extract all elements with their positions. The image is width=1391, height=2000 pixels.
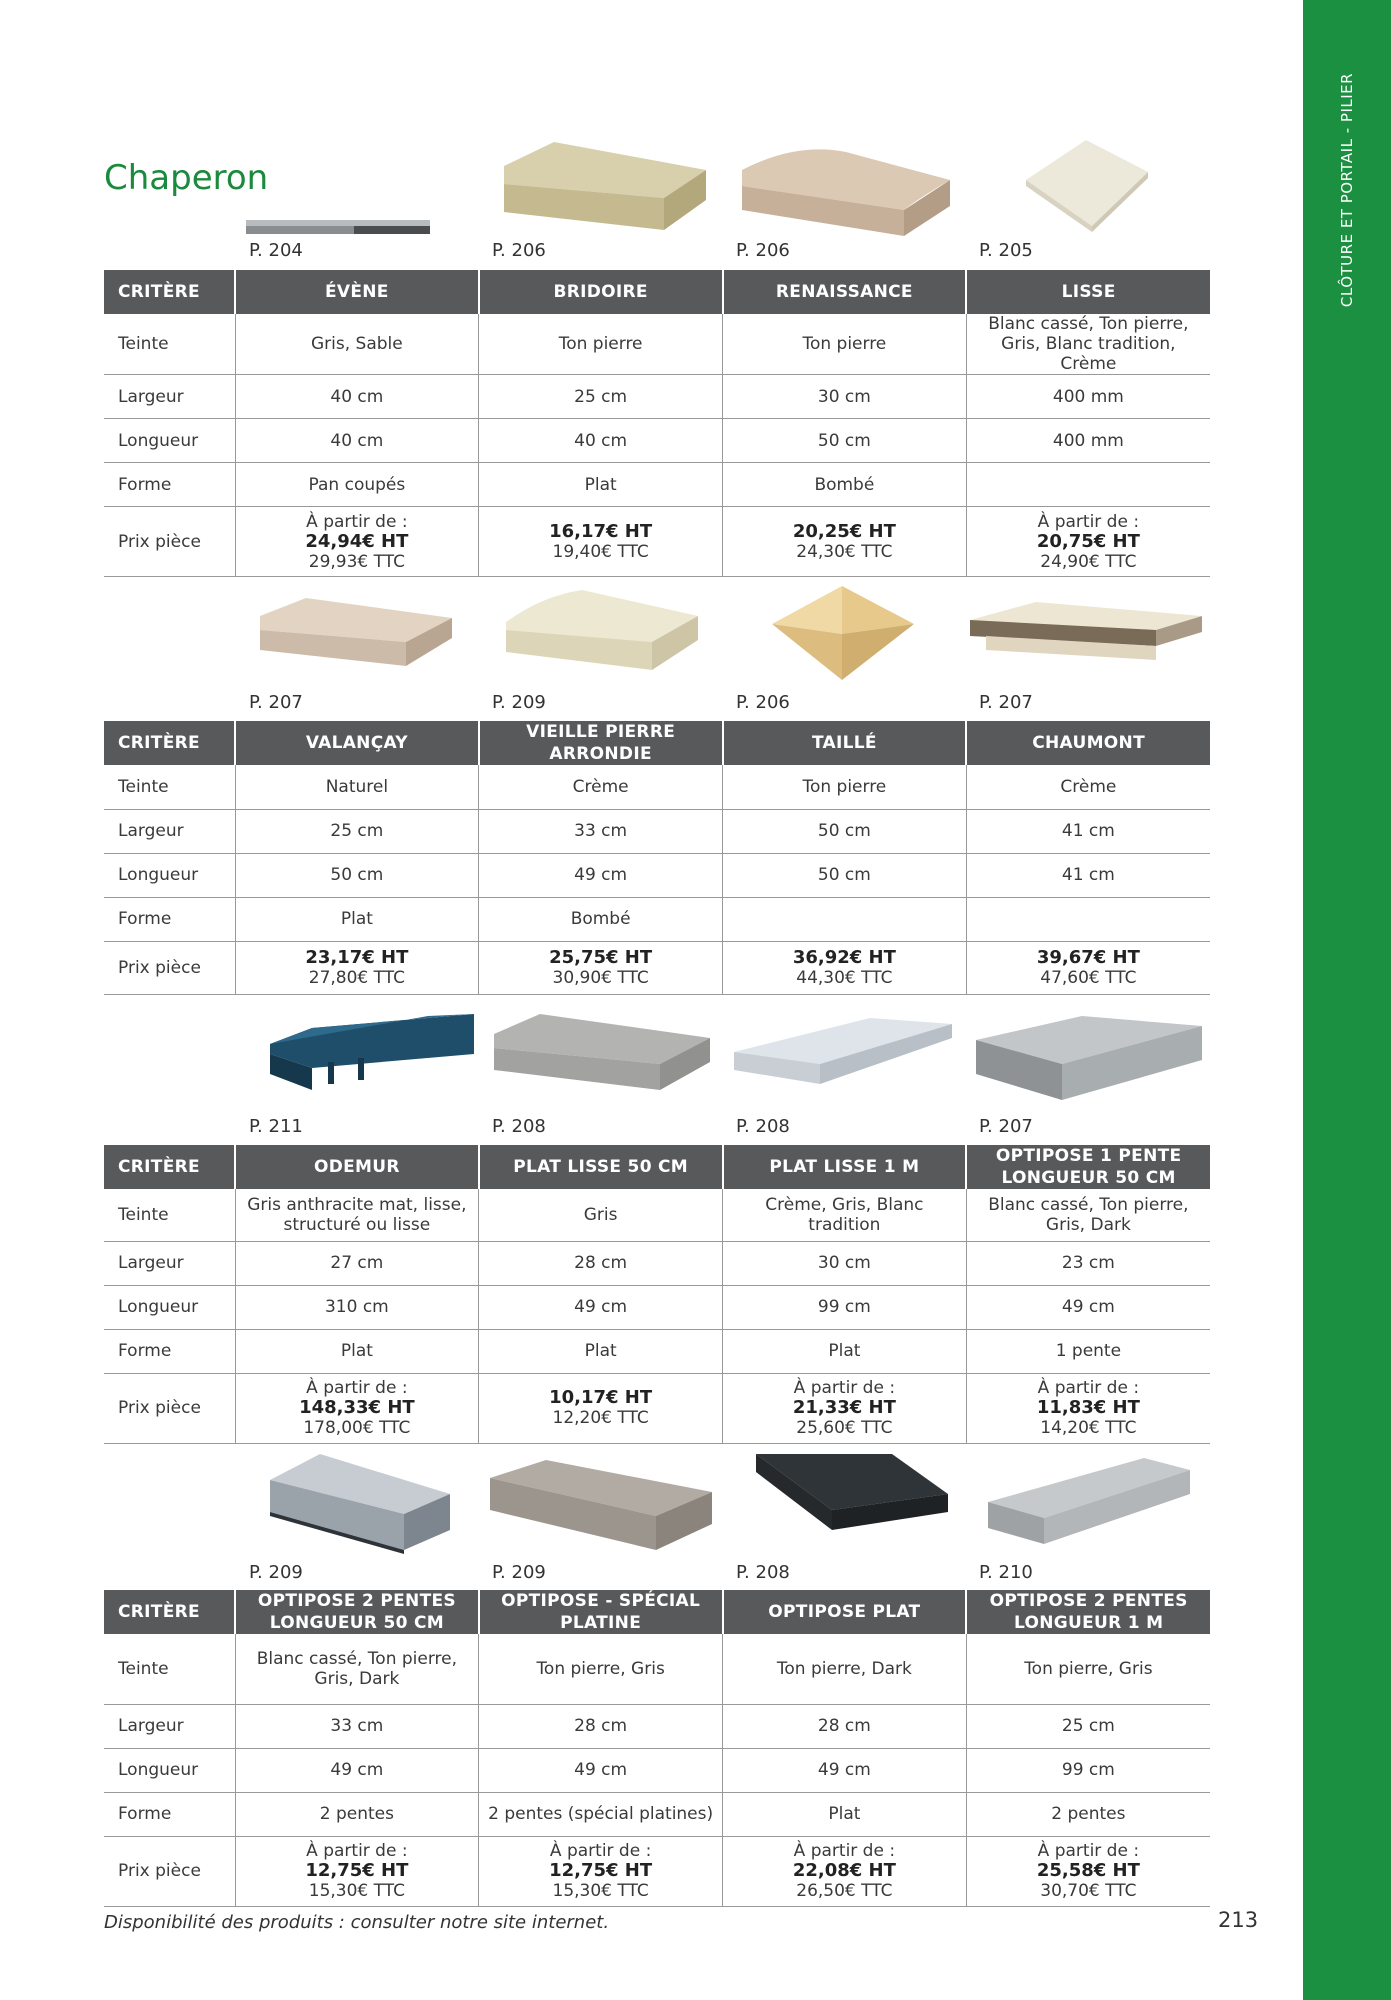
price-prefix: À partir de : [1037,1378,1140,1398]
product-section-3 [104,1004,1210,1444]
cell-price [235,1373,479,1443]
page-title: Chaperon [104,158,269,198]
row-label: Longueur [104,1748,235,1792]
criteria-header: CRITÈRE [104,721,235,765]
price-prefix: À partir de : [793,1378,896,1398]
cell-largeur: 28 cm [479,1704,723,1748]
cell-forme [966,463,1210,507]
table-row [104,463,1210,507]
cell-largeur: 40 cm [235,375,479,419]
product-image-chaumont [966,596,1206,666]
cell-largeur: 25 cm [966,1704,1210,1748]
criteria-header: CRITÈRE [104,1590,235,1634]
product-image-optipose-2-pentes-1m [984,1454,1194,1554]
cell-largeur: 28 cm [723,1704,967,1748]
product-image-optipose-1-pente [972,1010,1206,1110]
cell-longueur: 49 cm [235,1748,479,1792]
row-label: Prix pièce [104,507,235,577]
product-section-2 [104,580,1210,1000]
cell-largeur: 25 cm [235,809,479,853]
cell-forme: 2 pentes [966,1792,1210,1836]
cell-teinte: Blanc cassé, Ton pierre, Gris, Dark [966,1189,1210,1241]
price-ttc: 15,30€ TTC [308,1881,405,1901]
table-row [104,853,1210,897]
row-label: Largeur [104,1704,235,1748]
row-label: Longueur [104,1285,235,1329]
cell-longueur: 49 cm [479,853,723,897]
cell-teinte: Ton pierre, Dark [723,1634,967,1704]
table-header-row [104,270,1210,314]
price-prefix: À partir de : [1037,1841,1140,1861]
product-image-lisse [1022,136,1152,236]
table-row [104,1241,1210,1285]
product-name: RENAISSANCE [723,270,967,314]
cell-price [235,1836,479,1906]
product-image-plat-lisse-50 [490,1010,714,1100]
product-name: OPTIPOSE 1 PENTE LONGUEUR 50 CM [966,1145,1210,1189]
product-ref: P. 206 [736,692,790,713]
row-label: Largeur [104,1241,235,1285]
cell-longueur: 99 cm [966,1748,1210,1792]
cell-longueur: 50 cm [723,419,967,463]
row-label: Forme [104,1792,235,1836]
price-ht: 16,17€ HT [549,520,653,542]
table-row [104,897,1210,941]
cell-forme: Plat [235,1329,479,1373]
criteria-header: CRITÈRE [104,1145,235,1189]
product-name: ODEMUR [235,1145,479,1189]
price-ttc: 27,80€ TTC [308,967,405,988]
price-ht: 36,92€ HT [792,946,896,968]
table-row [104,507,1210,577]
product-ref: P. 209 [249,1562,303,1583]
cell-price [966,1373,1210,1443]
product-image-optipose-plat [752,1450,952,1550]
cell-price [235,941,479,994]
table-row [104,941,1210,994]
cell-forme: Pan coupés [235,463,479,507]
cell-longueur: 50 cm [723,853,967,897]
price-ttc: 14,20€ TTC [1040,1418,1137,1438]
product-ref: P. 205 [979,240,1033,261]
cell-teinte: Naturel [235,765,479,809]
price-ttc: 25,60€ TTC [796,1418,893,1438]
cell-teinte: Ton pierre [723,314,967,375]
row-label: Prix pièce [104,1836,235,1906]
product-ref: P. 208 [736,1116,790,1137]
row-label: Teinte [104,1189,235,1241]
cell-forme: 2 pentes [235,1792,479,1836]
product-name: CHAUMONT [966,721,1210,765]
product-name: VIEILLE PIERRE ARRONDIE [479,721,723,765]
cell-teinte: Blanc cassé, Ton pierre, Gris, Dark [235,1634,479,1704]
product-section-1 [104,128,1210,572]
product-name: OPTIPOSE 2 PENTES LONGUEUR 1 M [966,1590,1210,1634]
product-name: OPTIPOSE 2 PENTES LONGUEUR 50 CM [235,1590,479,1634]
cell-longueur: 49 cm [966,1285,1210,1329]
product-ref: P. 206 [736,240,790,261]
cell-largeur: 28 cm [479,1241,723,1285]
price-ht: 22,08€ HT [792,1860,896,1881]
cell-largeur: 41 cm [966,809,1210,853]
cell-teinte: Crème [479,765,723,809]
cell-largeur: 30 cm [723,375,967,419]
cell-teinte: Gris anthracite mat, lisse, structuré ou lisse [235,1189,479,1241]
price-ht: 39,67€ HT [1036,946,1140,968]
price-ht: 12,75€ HT [549,1860,653,1881]
table-row [104,375,1210,419]
row-label: Largeur [104,375,235,419]
price-ht: 20,25€ HT [792,520,896,542]
row-label: Teinte [104,1634,235,1704]
price-ht: 25,58€ HT [1036,1860,1140,1881]
cell-teinte: Ton pierre [479,314,723,375]
product-ref: P. 208 [492,1116,546,1137]
table-row [104,1836,1210,1906]
cell-price [723,1836,967,1906]
product-image-optipose-special-platine [486,1456,716,1556]
table-row [104,1329,1210,1373]
table-row [104,1373,1210,1443]
product-image-optipose-2-pentes-50 [264,1450,454,1556]
product-ref: P. 207 [249,692,303,713]
row-label: Prix pièce [104,941,235,994]
row-label: Longueur [104,853,235,897]
price-ttc: 30,90€ TTC [552,967,649,988]
cell-forme: Plat [723,1329,967,1373]
product-name: PLAT LISSE 50 CM [479,1145,723,1189]
cell-longueur: 49 cm [723,1748,967,1792]
cell-teinte: Crème, Gris, Blanc tradition [723,1189,967,1241]
row-label: Teinte [104,314,235,375]
page-number: 213 [1218,1908,1259,1932]
cell-largeur: 23 cm [966,1241,1210,1285]
cell-longueur: 400 mm [966,419,1210,463]
table-header-row [104,721,1210,765]
cell-forme: Bombé [479,897,723,941]
price-ttc: 178,00€ TTC [303,1418,411,1438]
cell-price [479,941,723,994]
cell-longueur: 40 cm [479,419,723,463]
price-ht: 11,83€ HT [1036,1397,1140,1418]
cell-forme: Plat [235,897,479,941]
cell-forme: Plat [723,1792,967,1836]
table-row [104,1285,1210,1329]
product-image-vieille-pierre [502,586,702,676]
cell-longueur: 49 cm [479,1748,723,1792]
cell-forme: Plat [479,1329,723,1373]
criteria-header: CRITÈRE [104,270,235,314]
cell-price [966,1836,1210,1906]
product-image-plat-lisse-1m [730,1012,956,1102]
cell-largeur: 400 mm [966,375,1210,419]
price-prefix: À partir de : [306,1378,408,1398]
product-ref: P. 209 [492,1562,546,1583]
cell-price [723,507,967,577]
cell-teinte: Ton pierre, Gris [966,1634,1210,1704]
price-ht: 25,75€ HT [549,946,653,968]
row-label: Forme [104,463,235,507]
price-ttc: 24,30€ TTC [796,541,893,562]
cell-largeur: 33 cm [479,809,723,853]
product-name: OPTIPOSE - SPÉCIAL PLATINE [479,1590,723,1634]
cell-largeur: 27 cm [235,1241,479,1285]
cell-largeur: 50 cm [723,809,967,853]
table-row [104,419,1210,463]
product-ref: P. 208 [736,1562,790,1583]
cell-price [235,507,479,577]
product-ref: P. 209 [492,692,546,713]
cell-forme [723,897,967,941]
cell-teinte: Gris, Sable [235,314,479,375]
price-prefix: À partir de : [549,1841,652,1861]
price-ht: 24,94€ HT [305,530,409,552]
cell-forme [966,897,1210,941]
product-ref: P. 210 [979,1562,1033,1583]
product-name: ÉVÈNE [235,270,479,314]
row-label: Longueur [104,419,235,463]
price-ht: 148,33€ HT [299,1397,415,1418]
product-name: OPTIPOSE PLAT [723,1590,967,1634]
table-header-row [104,1145,1210,1189]
table-row [104,1748,1210,1792]
price-ttc: 47,60€ TTC [1040,967,1137,988]
product-name: BRIDOIRE [479,270,723,314]
product-ref: P. 211 [249,1116,303,1137]
cell-longueur: 40 cm [235,419,479,463]
product-name: LISSE [966,270,1210,314]
product-name: PLAT LISSE 1 M [723,1145,967,1189]
row-label: Forme [104,1329,235,1373]
cell-largeur: 25 cm [479,375,723,419]
cell-forme: 2 pentes (spécial platines) [479,1792,723,1836]
row-label: Forme [104,897,235,941]
cell-longueur: 310 cm [235,1285,479,1329]
cell-longueur: 41 cm [966,853,1210,897]
price-ttc: 24,90€ TTC [1040,551,1137,572]
cell-largeur: 30 cm [723,1241,967,1285]
product-image-odemur [268,1008,478,1108]
table-row [104,1189,1210,1241]
cell-forme: 1 pente [966,1329,1210,1373]
cell-price [966,507,1210,577]
cell-longueur: 99 cm [723,1285,967,1329]
table-row [104,1792,1210,1836]
availability-note: Disponibilité des produits : consulter notre site internet. [104,1912,610,1933]
price-prefix: À partir de : [306,511,408,532]
price-ht: 20,75€ HT [1036,530,1140,552]
cell-price [479,507,723,577]
product-image-taille [768,584,918,684]
table-row [104,1704,1210,1748]
price-prefix: À partir de : [1037,511,1140,532]
product-ref: P. 204 [249,240,303,261]
product-name: TAILLÉ [723,721,967,765]
table-header-row [104,1590,1210,1634]
cell-forme: Bombé [723,463,967,507]
cell-largeur: 33 cm [235,1704,479,1748]
spec-table [104,721,1210,995]
spec-table [104,1590,1210,1907]
price-prefix: À partir de : [306,1841,408,1861]
row-label: Largeur [104,809,235,853]
cell-forme: Plat [479,463,723,507]
product-name: VALANÇAY [235,721,479,765]
price-ttc: 12,20€ TTC [552,1408,649,1428]
section-side-label: CLÔTURE ET PORTAIL - PILIER [1338,72,1356,308]
price-ht: 12,75€ HT [305,1860,409,1881]
product-ref: P. 206 [492,240,546,261]
product-image-bridoire [494,136,714,236]
price-prefix: À partir de : [793,1841,896,1861]
table-row [104,765,1210,809]
product-ref: P. 207 [979,692,1033,713]
price-ht: 21,33€ HT [792,1397,896,1418]
price-ttc: 19,40€ TTC [552,541,649,562]
row-label: Prix pièce [104,1373,235,1443]
product-image-valancay [256,594,456,674]
table-row [104,314,1210,375]
table-row [104,809,1210,853]
row-label: Teinte [104,765,235,809]
cell-price [723,941,967,994]
price-ttc: 44,30€ TTC [796,967,893,988]
cell-teinte: Ton pierre [723,765,967,809]
product-ref: P. 207 [979,1116,1033,1137]
cell-teinte: Ton pierre, Gris [479,1634,723,1704]
price-ttc: 15,30€ TTC [552,1881,649,1901]
product-image-renaissance [736,140,956,240]
price-ttc: 30,70€ TTC [1040,1881,1137,1901]
price-ht: 23,17€ HT [305,946,409,968]
price-ht: 10,17€ HT [549,1387,653,1408]
spec-table [104,1145,1210,1444]
cell-price [966,941,1210,994]
cell-longueur: 49 cm [479,1285,723,1329]
cell-teinte: Blanc cassé, Ton pierre, Gris, Blanc tradition, Crème [966,314,1210,375]
cell-teinte: Gris [479,1189,723,1241]
cell-price [723,1373,967,1443]
cell-longueur: 50 cm [235,853,479,897]
cell-price [479,1836,723,1906]
spec-table [104,270,1210,577]
product-section-4 [104,1448,1210,1908]
table-row [104,1634,1210,1704]
cell-teinte: Crème [966,765,1210,809]
cell-price [479,1373,723,1443]
price-ttc: 29,93€ TTC [308,551,405,572]
price-ttc: 26,50€ TTC [796,1881,893,1901]
